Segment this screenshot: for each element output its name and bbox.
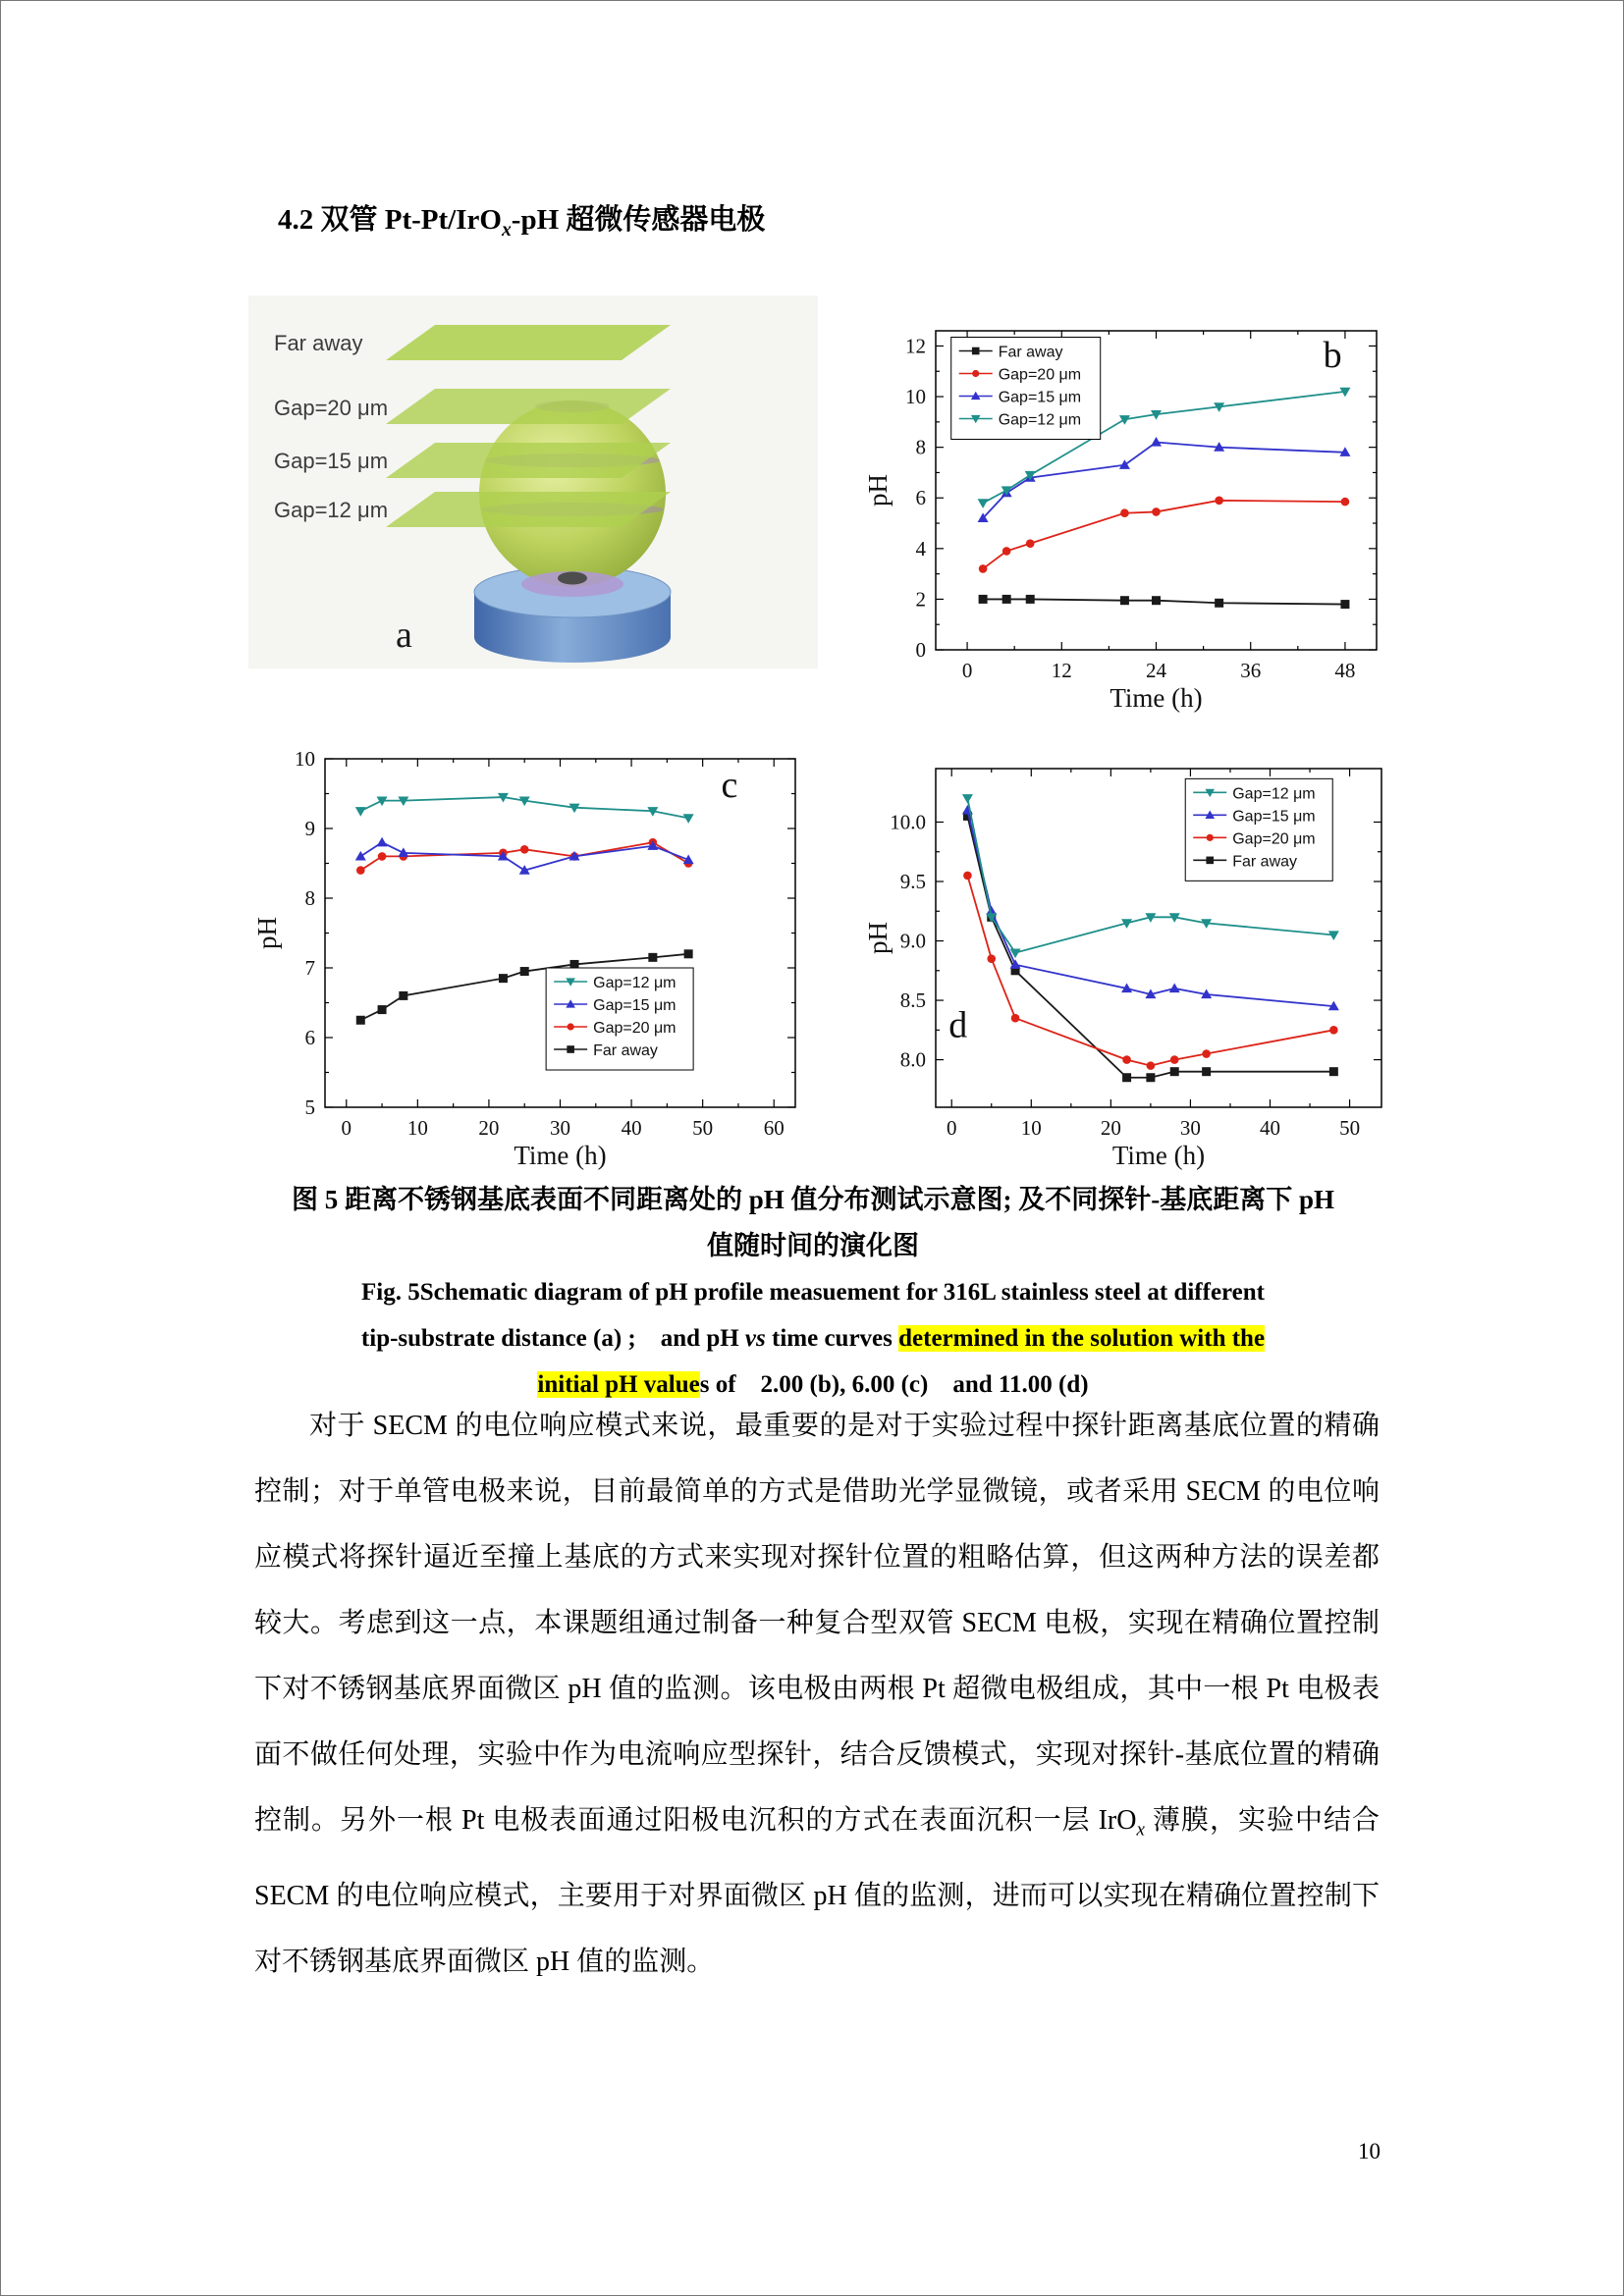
- chart-panel-b: [857, 317, 1392, 715]
- svg-text:20: 20: [478, 1116, 500, 1140]
- svg-text:30: 30: [550, 1116, 570, 1140]
- svg-text:40: 40: [1260, 1116, 1280, 1140]
- svg-text:9.0: 9.0: [899, 929, 926, 953]
- panel-letter-a: a: [396, 614, 412, 656]
- svg-text:10: 10: [295, 747, 315, 771]
- schematic-panel-a: [248, 295, 818, 668]
- svg-text:8: 8: [915, 435, 926, 459]
- svg-text:5: 5: [304, 1095, 315, 1119]
- svg-text:60: 60: [763, 1116, 785, 1140]
- page-number: 10: [1358, 2139, 1380, 2163]
- svg-text:pH: pH: [863, 474, 893, 507]
- plane-label-gap-20: Gap=20 μm: [274, 396, 389, 420]
- svg-text:48: 48: [1334, 659, 1356, 682]
- svg-text:4: 4: [915, 536, 926, 561]
- figure-caption-en: [227, 1269, 1399, 1408]
- svg-text:Gap=12 μm: Gap=12 μm: [593, 975, 677, 991]
- svg-text:Gap=20 μm: Gap=20 μm: [593, 1020, 677, 1037]
- svg-text:8: 8: [304, 886, 315, 910]
- svg-text:2: 2: [915, 587, 926, 612]
- svg-text:10: 10: [1020, 1116, 1042, 1140]
- svg-text:0: 0: [341, 1116, 352, 1140]
- svg-text:9: 9: [304, 817, 315, 840]
- svg-text:b: b: [1323, 334, 1342, 376]
- plane-label-gap-15: Gap=15 μm: [274, 449, 389, 473]
- svg-text:Far away: Far away: [1232, 853, 1298, 871]
- svg-text:24: 24: [1146, 659, 1166, 682]
- svg-text:12: 12: [905, 334, 926, 358]
- svg-text:10: 10: [406, 1116, 428, 1140]
- chart-panel-d: [857, 755, 1397, 1172]
- figure-caption-en-line2: tip-substrate distance (a) ; and pH vs time curves determined in the solution with the: [360, 1325, 1266, 1352]
- svg-text:Gap=12 μm: Gap=12 μm: [1232, 785, 1316, 803]
- scan-plane-gap-20: [386, 389, 671, 424]
- svg-text:pH: pH: [252, 917, 282, 949]
- svg-text:c: c: [721, 765, 738, 807]
- plane-label-far-away: Far away: [274, 331, 363, 355]
- svg-text:9.5: 9.5: [899, 870, 926, 893]
- svg-text:8.0: 8.0: [899, 1047, 926, 1072]
- svg-text:7: 7: [304, 956, 315, 980]
- schematic-figure: [248, 295, 818, 668]
- scan-plane-gap-12: [386, 492, 671, 527]
- body-paragraph: 对于 SECM 的电位响应模式来说，最重要的是对于实验过程中探针距离基底位置的精确控制；对于单管电极来说，目前最简单的方式是借助光学显微镜，或者采用 SECM 的电位响应模式将探针逼近至撞上基底的方式来实现对探针位置的粗略估算，但这两种方法的误差都较大。考虑到这一点，本课题组通过制备一种复合型双管 SECM 电极，实现在精确位置控制下对不锈钢基底界面微区 pH 值的监测。该电极由两根 Pt 超微电极组成，其中一根 Pt 电极表面不做任何处理，实验中作为电流响应型探针，结合反馈模式，实现对探针-基底位置的精确控制。另外一根 Pt 电极表面通过阳极电沉积的方式在表面沉积一层 IrO$_x$ 薄膜，实验中结合 SECM 的电位响应模式，主要用于对界面微区 pH 值的监测，进而可以实现在精确位置控制下对不锈钢基底界面微区 pH 值的监测。: [254, 1411, 1380, 1977]
- svg-text:Time (h): Time (h): [514, 1141, 607, 1170]
- svg-text:10: 10: [905, 385, 926, 409]
- figure-caption-en-line1: Fig. 5Schematic diagram of pH profile measuement for 316L stainless steel at different: [360, 1279, 1266, 1306]
- electrode-tip-dot: [558, 572, 587, 585]
- svg-text:Far away: Far away: [998, 344, 1063, 361]
- figure-caption-zh: [197, 1177, 1429, 1269]
- svg-text:0: 0: [915, 638, 926, 662]
- svg-text:12: 12: [1051, 659, 1072, 682]
- scan-plane-far-away: [386, 325, 671, 360]
- svg-text:0: 0: [961, 659, 973, 682]
- svg-text:Gap=20 μm: Gap=20 μm: [998, 366, 1082, 384]
- svg-text:0: 0: [946, 1116, 957, 1140]
- svg-text:Time (h): Time (h): [1110, 683, 1203, 713]
- svg-text:Time (h): Time (h): [1111, 1141, 1206, 1170]
- figure-caption-en-line3: initial pH values of 2.00 (b), 6.00 (c) and 11.00 (d): [537, 1371, 1089, 1398]
- svg-text:d: d: [948, 1004, 968, 1046]
- figure-caption-zh-line2: 值随时间的演化图: [707, 1231, 919, 1260]
- svg-text:40: 40: [621, 1116, 642, 1140]
- svg-text:pH: pH: [863, 922, 893, 954]
- svg-text:Gap=20 μm: Gap=20 μm: [1232, 830, 1316, 848]
- svg-text:Gap=12 μm: Gap=12 μm: [998, 411, 1082, 429]
- svg-text:50: 50: [1339, 1116, 1361, 1140]
- plane-label-gap-12: Gap=12 μm: [274, 498, 389, 522]
- svg-text:36: 36: [1240, 659, 1262, 682]
- svg-text:Gap=15 μm: Gap=15 μm: [593, 997, 677, 1014]
- svg-text:6: 6: [304, 1026, 315, 1049]
- figure-caption-zh-line1: 图 5 距离不锈钢基底表面不同距离处的 pH 值分布测试示意图; 及不同探针-基底距离下 pH: [291, 1185, 1335, 1214]
- svg-text:Gap=15 μm: Gap=15 μm: [998, 389, 1082, 406]
- scan-plane-gap-15: [386, 443, 671, 478]
- svg-text:50: 50: [692, 1116, 714, 1140]
- svg-text:6: 6: [915, 486, 926, 510]
- svg-text:30: 30: [1179, 1116, 1201, 1140]
- chart-panel-c: [246, 745, 811, 1172]
- svg-text:20: 20: [1100, 1116, 1121, 1140]
- svg-text:Gap=15 μm: Gap=15 μm: [1232, 808, 1316, 826]
- svg-text:10.0: 10.0: [890, 810, 926, 834]
- svg-text:8.5: 8.5: [899, 988, 926, 1013]
- section-title: 4.2 双管 Pt-Pt/IrO$_x$-pH 超微传感器电极: [278, 204, 766, 240]
- svg-text:Far away: Far away: [593, 1042, 658, 1059]
